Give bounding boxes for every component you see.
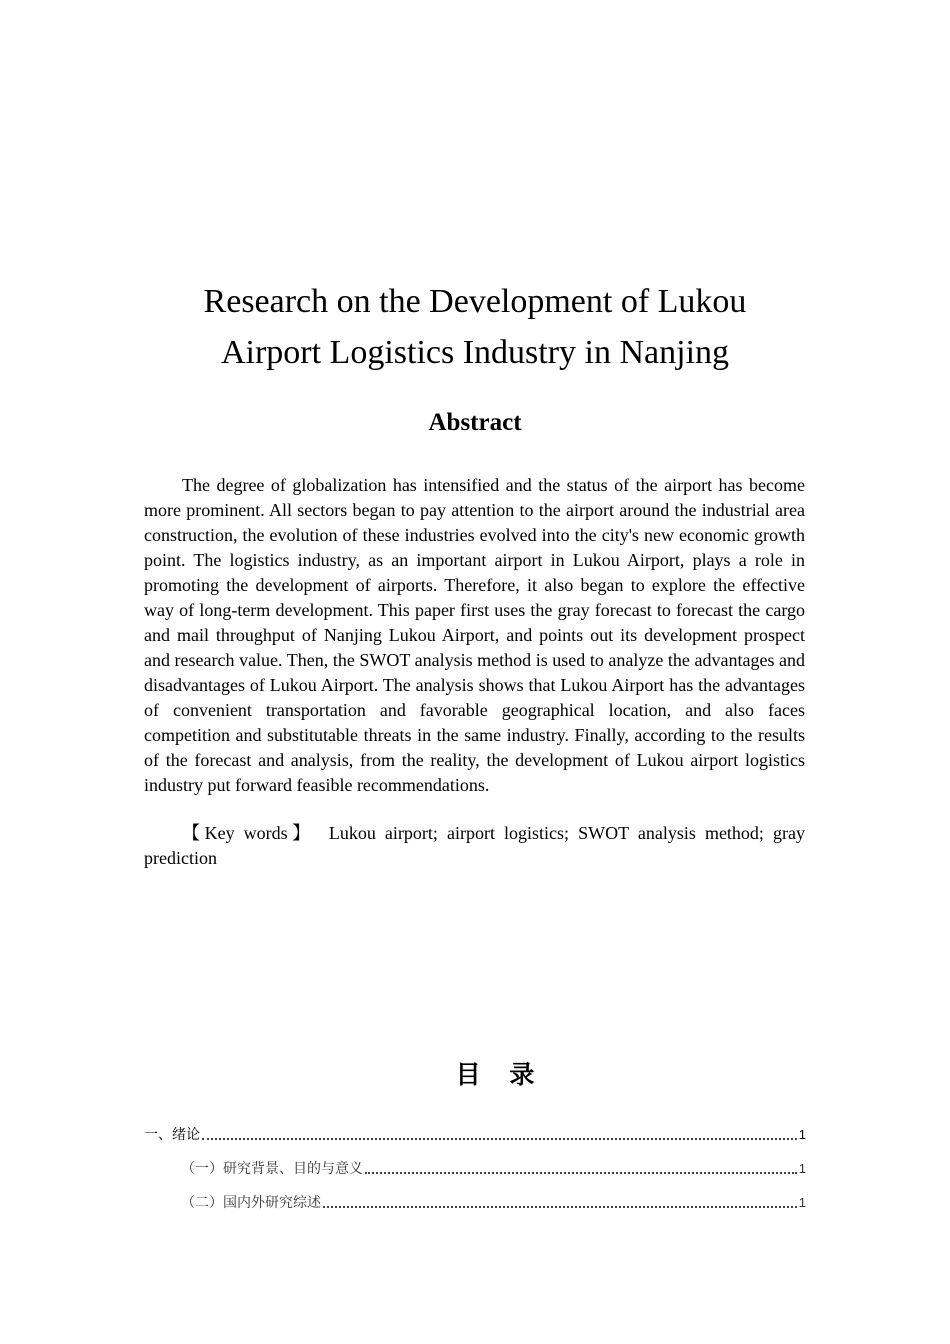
- toc-leader-dots: [323, 1205, 797, 1208]
- toc-entry-page: 1: [798, 1161, 806, 1176]
- paper-title: [100, 276, 850, 378]
- toc-entry-text: 一、绪论: [144, 1127, 200, 1143]
- keywords-label: 【Key words】: [182, 823, 315, 843]
- title-line-1: Research on the Development of Lukou: [203, 283, 747, 320]
- toc-leader-dots: [365, 1171, 797, 1174]
- toc-leader-dots: [202, 1137, 797, 1140]
- toc-entry-text: （一）研究背景、目的与意义: [181, 1161, 363, 1177]
- title-line-2: Airport Logistics Industry in Nanjing: [220, 334, 730, 371]
- toc-entry-page: 1: [798, 1127, 806, 1142]
- toc-entry-page: 1: [798, 1195, 806, 1210]
- toc-entry-text: （二）国内外研究综述: [181, 1195, 321, 1211]
- abstract-body: The degree of globalization has intensified and the status of the airport has become more prominent. All sectors began to pay attention to the airport around the industrial area construction, the evolution of these industries evolved into the city's new economic growth point. The logistics industry, as an important airport in Lukou Airport, plays a role in promoting the development of airports. Therefore, it also began to explore the effective way of long-term development. This paper first uses the gray forecast to forecast the cargo and mail throughput of Nanjing Lukou Airport, and points out its development prospect and research value. Then, the SWOT analysis method is used to analyze the advantages and disadvantages of Lukou Airport. The analysis shows that Lukou Airport has the advantages of convenient transportation and favorable geographical location, and also faces competition and substitutable threats in the same industry. Finally, according to the results of the forecast and analysis, from the reality, the development of Lukou airport logistics industry put forward feasible recommendations.: [144, 475, 805, 795]
- toc-entry[interactable]: [181, 1193, 806, 1213]
- abstract-heading: Abstract: [428, 409, 522, 436]
- toc-heading: 目 录: [455, 1060, 545, 1089]
- keywords: [144, 821, 805, 871]
- toc-entry[interactable]: [144, 1125, 806, 1145]
- toc-entry[interactable]: [181, 1159, 806, 1179]
- keywords-list: Lukou airport; airport logistics; SWOT analysis method; gray prediction: [144, 823, 805, 868]
